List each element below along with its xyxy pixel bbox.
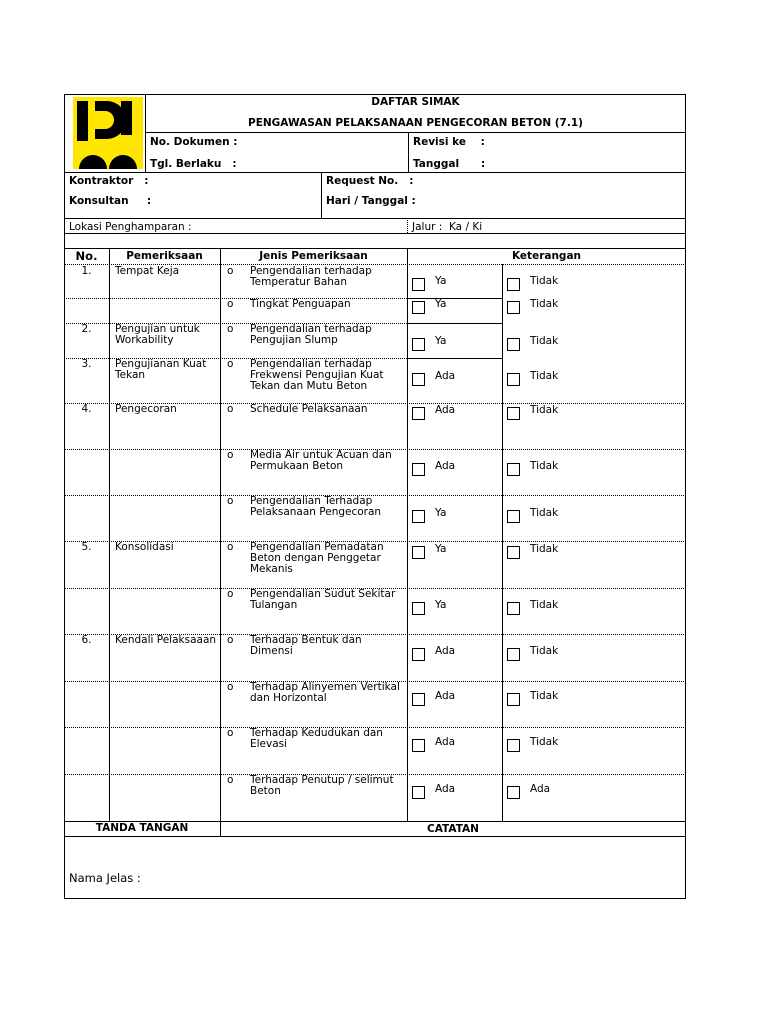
option1-label: Ya — [435, 335, 447, 347]
konsultan-label: Konsultan : — [69, 195, 152, 207]
option2-label: Ada — [530, 783, 551, 795]
jenis-text: Pengendalian Pemadatan — [250, 541, 384, 553]
checkbox-option2[interactable] — [507, 693, 520, 706]
option1-label: Ada — [435, 736, 456, 748]
option1-label: Ya — [435, 507, 447, 519]
jenis-text: Terhadap Penutup / selimut — [250, 774, 394, 786]
option1-label: Ya — [435, 275, 447, 287]
row-number: 4. — [81, 403, 92, 415]
jenis-text: Terhadap Kedudukan dan — [250, 727, 383, 739]
checkbox-option2[interactable] — [507, 301, 520, 314]
jenis-text: Dimensi — [250, 645, 293, 657]
jenis-text: Pengendalian terhadap — [250, 323, 372, 335]
tanda-tangan-label: TANDA TANGAN — [95, 822, 189, 834]
pemeriksaan-text: Workability — [115, 334, 174, 346]
bullet-icon: o — [227, 298, 234, 310]
checkbox-option2[interactable] — [507, 407, 520, 420]
checkbox-option1[interactable] — [412, 648, 425, 661]
jenis-text: Schedule Pelaksanaan — [250, 403, 368, 415]
bullet-icon: o — [227, 541, 234, 553]
option1-label: Ya — [435, 543, 447, 555]
option1-label: Ada — [435, 690, 456, 702]
jenis-text: dan Horizontal — [250, 692, 327, 704]
pemeriksaan-text: Pengecoran — [115, 403, 177, 415]
request-no-label: Request No. : — [326, 175, 414, 187]
checkbox-option1[interactable] — [412, 407, 425, 420]
document-subtitle: PENGAWASAN PELAKSANAAN PENGECORAN BETON (7.1) — [248, 117, 583, 129]
jenis-text: Terhadap Bentuk dan — [250, 634, 362, 646]
option2-label: Tidak — [530, 645, 559, 657]
no-dokumen-label: No. Dokumen : — [150, 136, 238, 148]
pemeriksaan-text: Pengujianan Kuat — [115, 358, 207, 370]
catatan-label: CATATAN — [427, 823, 479, 835]
pemeriksaan-text: Pengujian untuk — [115, 323, 200, 335]
jenis-text: Tingkat Penguapan — [250, 298, 351, 310]
row-number: 5. — [81, 541, 92, 553]
checkbox-option2[interactable] — [507, 739, 520, 752]
tgl-berlaku-label: Tgl. Berlaku : — [150, 158, 237, 170]
jenis-text: Pengendalian terhadap — [250, 358, 372, 370]
option2-label: Tidak — [530, 275, 559, 287]
jenis-text: Temperatur Bahan — [250, 276, 348, 288]
checkbox-option1[interactable] — [412, 373, 425, 386]
col-pemeriksaan: Pemeriksaan — [126, 250, 203, 262]
jenis-text: Elevasi — [250, 738, 288, 750]
jenis-text: Tulangan — [250, 599, 298, 611]
hari-tanggal-label: Hari / Tanggal : — [326, 195, 416, 207]
checkbox-option1[interactable] — [412, 739, 425, 752]
option2-label: Tidak — [530, 298, 559, 310]
option1-label: Ada — [435, 783, 456, 795]
lokasi-label: Lokasi Penghamparan : — [69, 221, 192, 233]
col-no: No. — [75, 249, 98, 263]
jenis-text: Mekanis — [250, 563, 293, 575]
bullet-icon: o — [227, 774, 234, 786]
checkbox-option1[interactable] — [412, 786, 425, 799]
jenis-text: Pengendalian Sudut Sekitar — [250, 588, 396, 600]
checkbox-option1[interactable] — [412, 463, 425, 476]
option2-label: Tidak — [530, 599, 559, 611]
checkbox-option2[interactable] — [507, 373, 520, 386]
checkbox-option1[interactable] — [412, 693, 425, 706]
option1-label: Ya — [435, 599, 447, 611]
pemeriksaan-text: Tekan — [115, 369, 146, 381]
jenis-text: Beton — [250, 785, 281, 797]
checkbox-option2[interactable] — [507, 338, 520, 351]
bullet-icon: o — [227, 323, 234, 335]
checkbox-option1[interactable] — [412, 278, 425, 291]
option2-label: Tidak — [530, 404, 559, 416]
bullet-icon: o — [227, 495, 234, 507]
checkbox-option1[interactable] — [412, 301, 425, 314]
jalur-label: Jalur : Ka / Ki — [412, 221, 483, 233]
option2-label: Tidak — [530, 543, 559, 555]
pemeriksaan-text: Konsolidasi — [115, 541, 174, 553]
row-number: 6. — [81, 634, 92, 646]
revisi-label: Revisi ke : — [413, 136, 485, 148]
jenis-text: Beton dengan Penggetar — [250, 552, 381, 564]
jenis-text: Pelaksanaan Pengecoran — [250, 506, 382, 518]
option1-label: Ada — [435, 645, 456, 657]
bullet-icon: o — [227, 403, 234, 415]
row-number: 1. — [81, 265, 92, 277]
checkbox-option2[interactable] — [507, 510, 520, 523]
jenis-text: Permukaan Beton — [250, 460, 344, 472]
pemeriksaan-text: Tempat Keja — [115, 265, 180, 277]
checkbox-option2[interactable] — [507, 463, 520, 476]
bullet-icon: o — [227, 681, 234, 693]
jenis-text: Tekan dan Mutu Beton — [250, 380, 368, 392]
kontraktor-label: Kontraktor : — [69, 175, 149, 187]
bullet-icon: o — [227, 634, 234, 646]
checkbox-option1[interactable] — [412, 546, 425, 559]
bullet-icon: o — [227, 588, 234, 600]
checkbox-option2[interactable] — [507, 786, 520, 799]
bullet-icon: o — [227, 449, 234, 461]
nama-jelas-label: Nama Jelas : — [69, 871, 141, 885]
jenis-text: Frekwensi Pengujian Kuat — [250, 369, 384, 381]
col-keterangan: Keterangan — [511, 250, 582, 262]
tanggal-label: Tanggal : — [413, 158, 486, 170]
option1-label: Ada — [435, 460, 456, 472]
pemeriksaan-text: Kendali Pelaksaaan — [115, 634, 217, 646]
option2-label: Tidak — [530, 690, 559, 702]
jenis-text: Media Air untuk Acuan dan — [250, 449, 392, 461]
option1-label: Ya — [435, 298, 447, 310]
option1-label: Ada — [435, 370, 456, 382]
jenis-text: Terhadap Alinyemen Vertikal — [250, 681, 400, 693]
pu-logo — [73, 97, 143, 169]
option1-label: Ada — [435, 404, 456, 416]
option2-label: Tidak — [530, 370, 559, 382]
checkbox-option2[interactable] — [507, 602, 520, 615]
jenis-text: Pengendalian terhadap — [250, 265, 372, 277]
option2-label: Tidak — [530, 736, 559, 748]
option2-label: Tidak — [530, 460, 559, 472]
checkbox-option1[interactable] — [412, 510, 425, 523]
row-number: 2. — [81, 323, 92, 335]
checkbox-option1[interactable] — [412, 602, 425, 615]
checkbox-option1[interactable] — [412, 338, 425, 351]
jenis-text: Pengendalian Terhadap — [250, 495, 373, 507]
col-jenis: Jenis Pemeriksaan — [259, 250, 368, 262]
checkbox-option2[interactable] — [507, 278, 520, 291]
option2-label: Tidak — [530, 335, 559, 347]
bullet-icon: o — [227, 727, 234, 739]
jenis-text: Pengujian Slump — [250, 334, 338, 346]
document-title: DAFTAR SIMAK — [371, 96, 460, 108]
option2-label: Tidak — [530, 507, 559, 519]
bullet-icon: o — [227, 265, 234, 277]
row-number: 3. — [81, 358, 92, 370]
bullet-icon: o — [227, 358, 234, 370]
checkbox-option2[interactable] — [507, 546, 520, 559]
checkbox-option2[interactable] — [507, 648, 520, 661]
